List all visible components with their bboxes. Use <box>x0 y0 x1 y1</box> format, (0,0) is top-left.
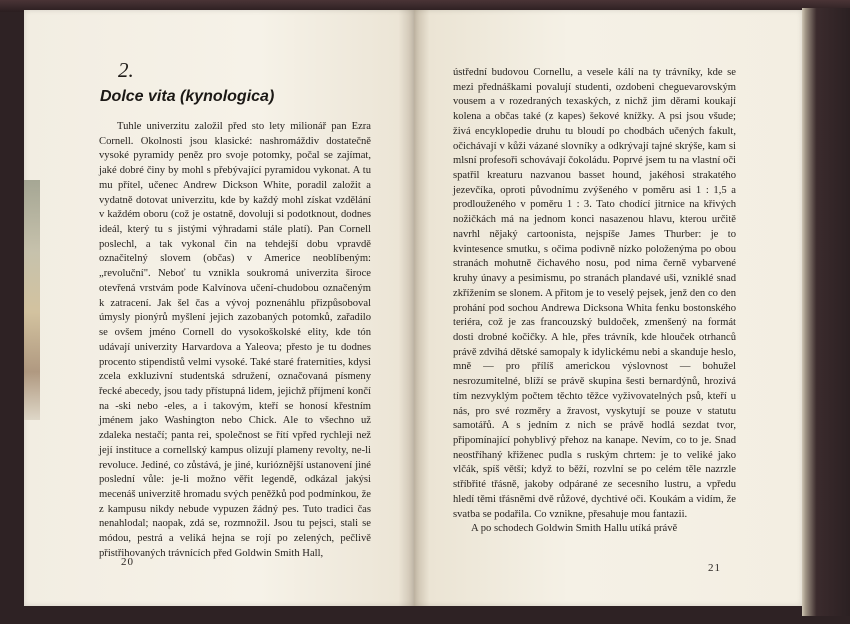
photo-bleed-through <box>24 180 40 420</box>
paragraph: Tuhle univerzitu založil před sto lety milionář pan Ezra Cornell. Okolnosti jsou klasické: nashromáždiv dostatečně vysoké pyramidy peněz pro svoje potomky, počal se zajímat, jaké dobré činy by mohl s přebývající pyramidou vykonat. A tu mu přítel, učenec Andrew Dickson White, poradil založit a vydatně dotovat univerzitu, kde by každý mohl získat vzdělání v každém oboru (což je ostatně, dovoluji si podotknout, dodnes ideál, který tu s jistými výhradami stále platí). Pan Cornell poslechl, a tak vykonal čin na tehdejší dobu vpravdě označitelný slovem (občas) v Americe neoblíbeným: „revoluční". Neboť tu vznikla soukromá univerzita široce otevřená vrstvám pode Kalvínova učení-chudobou označeným k zatracení. Jak šel čas a vývoj poznenáhlu přizpůsoboval úmysly pionýrů myšlení jejich zazobaných potomků, zařadilo se ovšem jméno Cornell do vysokoškolské elity, kde tón udávají univerzity Harvardova a Yaleova; přesto je tu dodnes procento stipendistů velmi vysoké. Také staré fraternities, kdysi zcela exkluzivní studentská sdružení, označovaná písmeny řecké abecedy, jsou tady přístupná lidem, jejichž příjmení končí na -ski nebo -eles, a i takovým, kteří se honosí křestním jménem jako Washington nebo Chick. Ale to všechno už zdaleka nestačí; panta rei, společnost se řítí vpřed rychleji než její instituce a cornellský kampus olizují plameny revolty, ne-li revoluce. Jediné, co zůstává, je jiné, kurióznější ustanovení jiné poslední vůle: je-li možno věřit legendě, odkázal jakýsi mecenáš univerzitě hromadu svých peněžků pod podmínkou, že z kampusu nikdy nebude vypuzen žádný pes. Tuto tradici čas nenahlodal; naopak, zdá se, rozmnožil. Jsou tu pejsci, stali se módou, pestrá a veliká hejna se rojí po zelených, pečlivě přistřihovaných trávnících před Goldwin Smith Hall, <box>99 121 371 559</box>
page-number-left: 20 <box>121 556 134 568</box>
right-page-body <box>453 66 736 537</box>
paragraph: ústřední budovou Cornellu, a vesele kálí na ty trávníky, kde se mezi přednáškami povalují studenti, ozdobeni cheguevarovským vousem a v rozedraných texaských, z nichž jim děrami koukají kolena a občas také (z kapes) šekové knížky. A psi jsou všude; živá encyklopedie druhu tu bloudí po chodbách učených fakult, očichávají v kůži vázané slovníky a odkrývají tajné skrýše, kam si mlsní profesoři schovávají čokoládu. Poprvé jsem tu na vlastní oči spatřil kreaturu nazvanou basset hound, jakéhosi strakatého jezevčíka, oproti původnímu zvýšeného v poměru asi 1 : 1,5 a prodlouženého v poměru 1 : 3. Tato chodící jitrnice na křivých nožičkách má na jednom konci nasazenou hlavu, kterou určitě navrhl nějaký cartoonista, nejspíše James Thurber: je to kvintesence smutku, s očima podivně nízko položenýma po obou stranách mohutně čichavého nosu, pod nima černě vybarvené kruhy únavy a pesimismu, po stranách plandavé uši, vzniklé snad zkřížením se slonem. A přitom je to veselý pejsek, jenž den co den prohání pod sochou Andrewa Dicksona Whita fenku bostonského teriéra, což je zas francouzský buldoček, zmenšený na formát dosti drobné kočičky. A hle, přes trávník, kde hlouček otrhanců právě zdvihá dětské samopaly k idylickému nebi a skanduje heslo, mně — pro přílíš americkou výslovnost — bohužel nesrozumitelné, blíží se právě skupina šesti bernardýnů, hrozivá tím nezvyklým počtem těchto těžce vyživovatelných psů, kteří u nás, pro své rozměry a žravost, vyskytují se pouze v statutu samotářů. A s jedním z nich se právě hodlá sezdat tvor, připomínající pohyblivý přehoz na kanape. Nevím, co to je. Snad neostříhaný křiženec pudla s ruským chrtem: je to veliké jako vlčák, spíš větší; když to běží, rozvlní se po celém těle nazrzle stříbřité třásně, jakoby odpárané ze secesního lustru, a vpředu hledí těmi třásněmi dvě růžové, dychtivé oči. Koukám a vidím, že svatba se podařila. Co vznikne, přesahuje mou fantazii. <box>453 67 736 520</box>
page-number-right: 21 <box>708 562 721 574</box>
left-page-body <box>99 120 371 562</box>
chapter-number: 2. <box>118 58 134 82</box>
paragraph: A po schodech Goldwin Smith Hallu utíká právě <box>471 523 678 535</box>
chapter-title: Dolce vita (kynologica) <box>100 88 275 105</box>
page-edges <box>802 8 850 616</box>
